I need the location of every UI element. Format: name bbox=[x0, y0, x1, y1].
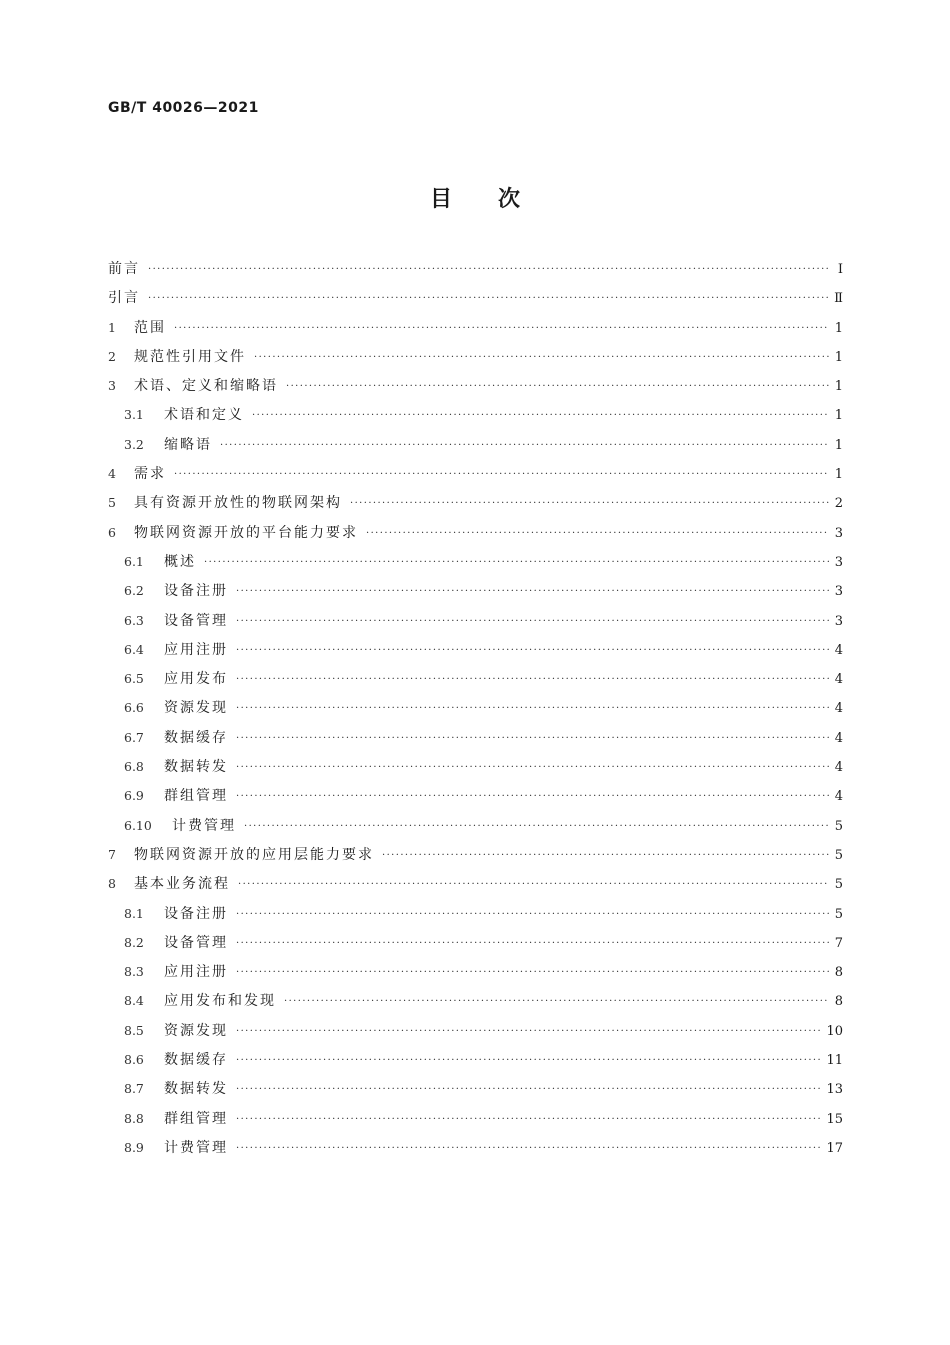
toc-dot-leader bbox=[174, 469, 829, 480]
toc-entry-number: 6 bbox=[108, 524, 116, 540]
toc-entry[interactable] bbox=[108, 1049, 843, 1078]
toc-entry[interactable] bbox=[108, 287, 843, 316]
toc-entry[interactable] bbox=[108, 463, 843, 492]
toc-entry[interactable] bbox=[108, 434, 843, 463]
toc-entry-number: 8.2 bbox=[124, 934, 144, 950]
toc-entry-page: 4 bbox=[834, 730, 843, 746]
toc-dot-leader bbox=[236, 762, 829, 773]
toc-entry-page: 3 bbox=[834, 525, 843, 541]
toc-entry[interactable] bbox=[108, 961, 843, 990]
toc-entry-number: 6.5 bbox=[124, 671, 144, 687]
toc-entry-page: 7 bbox=[834, 935, 843, 951]
toc-entry[interactable] bbox=[108, 1108, 843, 1137]
toc-entry-number: 6.1 bbox=[124, 553, 144, 569]
table-of-contents bbox=[108, 258, 843, 1166]
toc-entry[interactable] bbox=[108, 375, 843, 404]
toc-entry-number: 6.4 bbox=[124, 641, 144, 657]
toc-dot-leader bbox=[286, 381, 829, 392]
toc-entry[interactable] bbox=[108, 815, 843, 844]
toc-entry-label: 前言 bbox=[108, 261, 140, 277]
toc-entry-number: 6.9 bbox=[124, 788, 144, 804]
toc-entry[interactable] bbox=[108, 1137, 843, 1166]
toc-entry-page: Ⅱ bbox=[834, 291, 843, 307]
toc-entry-number: 8.4 bbox=[124, 993, 144, 1009]
toc-entry-page: 1 bbox=[834, 467, 843, 483]
toc-entry-number: 8.7 bbox=[124, 1081, 144, 1097]
toc-entry-page: Ⅰ bbox=[837, 262, 843, 277]
toc-entry[interactable] bbox=[108, 551, 843, 580]
toc-entry-label: 术语、定义和缩略语 bbox=[134, 378, 278, 395]
toc-entry-number: 7 bbox=[108, 846, 116, 862]
toc-entry-number: 3 bbox=[108, 378, 116, 394]
toc-entry-label: 术语和定义 bbox=[164, 407, 244, 424]
toc-entry-page: 1 bbox=[834, 320, 843, 336]
toc-entry-page: 3 bbox=[834, 613, 843, 629]
toc-entry-label: 设备管理 bbox=[164, 612, 228, 629]
toc-entry-label: 应用发布 bbox=[164, 671, 228, 688]
toc-dot-leader bbox=[238, 879, 829, 890]
toc-entry-label: 资源发现 bbox=[164, 700, 228, 717]
toc-entry-page: 4 bbox=[834, 672, 843, 688]
toc-entry-page: 15 bbox=[826, 1111, 843, 1127]
toc-entry-number: 5 bbox=[108, 495, 116, 511]
toc-title: 目次 bbox=[429, 187, 566, 212]
toc-entry-number: 3.1 bbox=[124, 407, 144, 423]
toc-dot-leader bbox=[236, 938, 829, 949]
toc-entry-label: 数据缓存 bbox=[164, 729, 228, 746]
toc-entry-label: 应用发布和发现 bbox=[164, 993, 276, 1010]
toc-entry-label: 设备注册 bbox=[164, 905, 228, 922]
toc-entry-label: 需求 bbox=[134, 466, 166, 483]
toc-entry-page: 11 bbox=[826, 1053, 843, 1069]
toc-entry-number: 6.8 bbox=[124, 759, 144, 775]
toc-entry-number: 8.8 bbox=[124, 1110, 144, 1126]
toc-entry[interactable] bbox=[108, 785, 843, 814]
toc-entry-number: 6.10 bbox=[124, 817, 152, 833]
toc-entry[interactable] bbox=[108, 1020, 843, 1049]
toc-entry-label: 群组管理 bbox=[164, 788, 228, 805]
toc-dot-leader bbox=[236, 1084, 822, 1095]
toc-dot-leader bbox=[204, 557, 829, 568]
toc-entry-number: 3.2 bbox=[124, 436, 144, 452]
toc-entry[interactable] bbox=[108, 522, 843, 551]
toc-entry-page: 1 bbox=[834, 408, 843, 424]
toc-entry-label: 设备注册 bbox=[164, 583, 228, 600]
toc-dot-leader bbox=[236, 703, 829, 714]
toc-entry-label: 应用注册 bbox=[164, 964, 228, 981]
toc-entry-number: 2 bbox=[108, 348, 116, 364]
toc-dot-leader bbox=[236, 791, 829, 802]
toc-entry-page: 8 bbox=[834, 965, 843, 981]
toc-entry-page: 1 bbox=[834, 349, 843, 365]
toc-entry-label: 设备管理 bbox=[164, 934, 228, 951]
toc-entry[interactable] bbox=[108, 844, 843, 873]
toc-entry-page: 4 bbox=[834, 789, 843, 805]
toc-entry-page: 17 bbox=[826, 1140, 843, 1156]
toc-dot-leader bbox=[236, 1055, 822, 1066]
toc-dot-leader bbox=[236, 1143, 822, 1154]
toc-entry-label: 计费管理 bbox=[172, 817, 236, 834]
toc-entry[interactable] bbox=[108, 873, 843, 902]
toc-entry-label: 规范性引用文件 bbox=[134, 348, 246, 365]
toc-entry-page: 5 bbox=[834, 847, 843, 863]
toc-entry-number: 8.1 bbox=[124, 905, 144, 921]
toc-dot-leader bbox=[350, 498, 829, 509]
toc-entry[interactable] bbox=[108, 903, 843, 932]
toc-entry-label: 数据转发 bbox=[164, 759, 228, 776]
toc-entry-page: 4 bbox=[834, 642, 843, 658]
toc-entry-label: 数据缓存 bbox=[164, 1052, 228, 1069]
toc-dot-leader bbox=[236, 733, 829, 744]
toc-entry-label: 计费管理 bbox=[164, 1139, 228, 1156]
toc-entry-label: 群组管理 bbox=[164, 1110, 228, 1127]
toc-entry-page: 5 bbox=[834, 877, 843, 893]
toc-entry-page: 1 bbox=[834, 379, 843, 395]
toc-entry-page: 10 bbox=[826, 1023, 843, 1039]
standard-id: GB/T 40026—2021 bbox=[108, 100, 259, 116]
toc-dot-leader bbox=[236, 674, 829, 685]
toc-entry-number: 6.3 bbox=[124, 612, 144, 628]
toc-dot-leader bbox=[254, 352, 829, 363]
toc-entry-page: 4 bbox=[834, 760, 843, 776]
toc-entry-label: 范围 bbox=[134, 319, 166, 336]
toc-entry-page: 8 bbox=[834, 994, 843, 1010]
toc-dot-leader bbox=[382, 850, 829, 861]
toc-dot-leader bbox=[236, 967, 829, 978]
toc-entry[interactable] bbox=[108, 610, 843, 639]
toc-entry[interactable] bbox=[108, 932, 843, 961]
toc-entry[interactable] bbox=[108, 317, 843, 346]
toc-entry[interactable] bbox=[108, 668, 843, 697]
toc-entry[interactable] bbox=[108, 697, 843, 726]
toc-dot-leader bbox=[236, 1026, 822, 1037]
toc-dot-leader bbox=[366, 528, 829, 539]
toc-dot-leader bbox=[148, 293, 829, 304]
toc-entry[interactable] bbox=[108, 639, 843, 668]
toc-entry-number: 6.7 bbox=[124, 729, 144, 745]
toc-entry-label: 物联网资源开放的平台能力要求 bbox=[134, 524, 358, 541]
toc-entry-label: 引言 bbox=[108, 290, 140, 307]
toc-entry-page: 2 bbox=[834, 496, 843, 512]
toc-dot-leader bbox=[236, 645, 829, 656]
toc-entry-number: 8.9 bbox=[124, 1139, 144, 1155]
toc-dot-leader bbox=[236, 586, 829, 597]
toc-entry-page: 4 bbox=[834, 701, 843, 717]
toc-dot-leader bbox=[252, 410, 829, 421]
toc-entry-label: 基本业务流程 bbox=[134, 876, 230, 893]
toc-dot-leader bbox=[244, 821, 829, 832]
toc-dot-leader bbox=[174, 323, 829, 334]
toc-entry-number: 8.3 bbox=[124, 964, 144, 980]
toc-entry[interactable] bbox=[108, 756, 843, 785]
toc-entry-label: 数据转发 bbox=[164, 1081, 228, 1098]
toc-entry[interactable] bbox=[108, 404, 843, 433]
toc-dot-leader bbox=[236, 909, 829, 920]
toc-entry-page: 3 bbox=[834, 554, 843, 570]
toc-entry[interactable] bbox=[108, 580, 843, 609]
toc-dot-leader bbox=[236, 1114, 822, 1125]
toc-entry-number: 6.2 bbox=[124, 583, 144, 599]
toc-entry-label: 缩略语 bbox=[164, 436, 212, 453]
toc-entry-number: 4 bbox=[108, 466, 116, 482]
toc-entry-label: 物联网资源开放的应用层能力要求 bbox=[134, 846, 374, 863]
toc-dot-leader bbox=[236, 616, 829, 627]
toc-entry-page: 5 bbox=[834, 906, 843, 922]
toc-entry-page: 5 bbox=[834, 818, 843, 834]
toc-entry-label: 具有资源开放性的物联网架构 bbox=[134, 495, 342, 512]
toc-entry[interactable] bbox=[108, 492, 843, 521]
toc-entry-page: 1 bbox=[834, 437, 843, 453]
toc-entry-page: 3 bbox=[834, 584, 843, 600]
toc-dot-leader bbox=[148, 264, 829, 275]
toc-entry-number: 8.6 bbox=[124, 1052, 144, 1068]
toc-dot-leader bbox=[284, 996, 829, 1007]
toc-entry[interactable] bbox=[108, 1078, 843, 1107]
toc-entry[interactable] bbox=[108, 727, 843, 756]
toc-entry[interactable] bbox=[108, 258, 843, 287]
toc-entry-label: 概述 bbox=[164, 553, 196, 570]
toc-entry[interactable] bbox=[108, 346, 843, 375]
toc-entry-number: 8 bbox=[108, 876, 116, 892]
toc-entry-number: 8.5 bbox=[124, 1022, 144, 1038]
toc-entry-page: 13 bbox=[826, 1082, 843, 1098]
toc-entry-number: 6.6 bbox=[124, 700, 144, 716]
toc-entry-number: 1 bbox=[108, 319, 116, 335]
toc-entry[interactable] bbox=[108, 990, 843, 1019]
toc-entry-label: 应用注册 bbox=[164, 641, 228, 658]
toc-dot-leader bbox=[220, 440, 829, 451]
toc-entry-label: 资源发现 bbox=[164, 1022, 228, 1039]
